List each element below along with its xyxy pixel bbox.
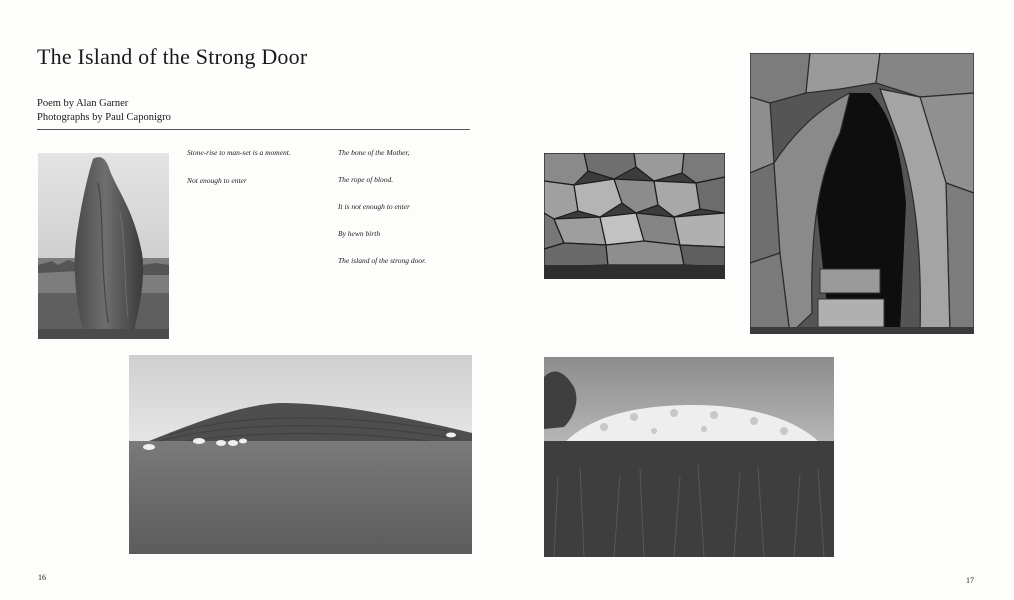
standing-stone-photo <box>38 153 169 339</box>
poem-line: Not enough to enter <box>187 176 247 185</box>
page-number-right: 17 <box>966 576 974 585</box>
tomb-entrance-photo <box>750 53 974 334</box>
grassy-mound-photo <box>129 355 472 554</box>
poem-line: The island of the strong door. <box>338 256 427 265</box>
poem-line: It is not enough to enter <box>338 202 410 211</box>
page-number-left: 16 <box>38 573 46 582</box>
title-rule <box>37 129 470 130</box>
poem-line: By hewn birth <box>338 229 381 238</box>
photo-credit: Photographs by Paul Caponigro <box>37 112 171 123</box>
poem-line: Stone-rise to man-set is a moment. <box>187 148 291 157</box>
poem-credit: Poem by Alan Garner <box>37 98 129 109</box>
stone-wall-photo <box>544 153 725 279</box>
poem-line: The bone of the Mother, <box>338 148 410 157</box>
white-cairn-photo <box>544 357 834 557</box>
poem-line: The rope of blood. <box>338 175 394 184</box>
page-title: The Island of the Strong Door <box>37 44 308 69</box>
